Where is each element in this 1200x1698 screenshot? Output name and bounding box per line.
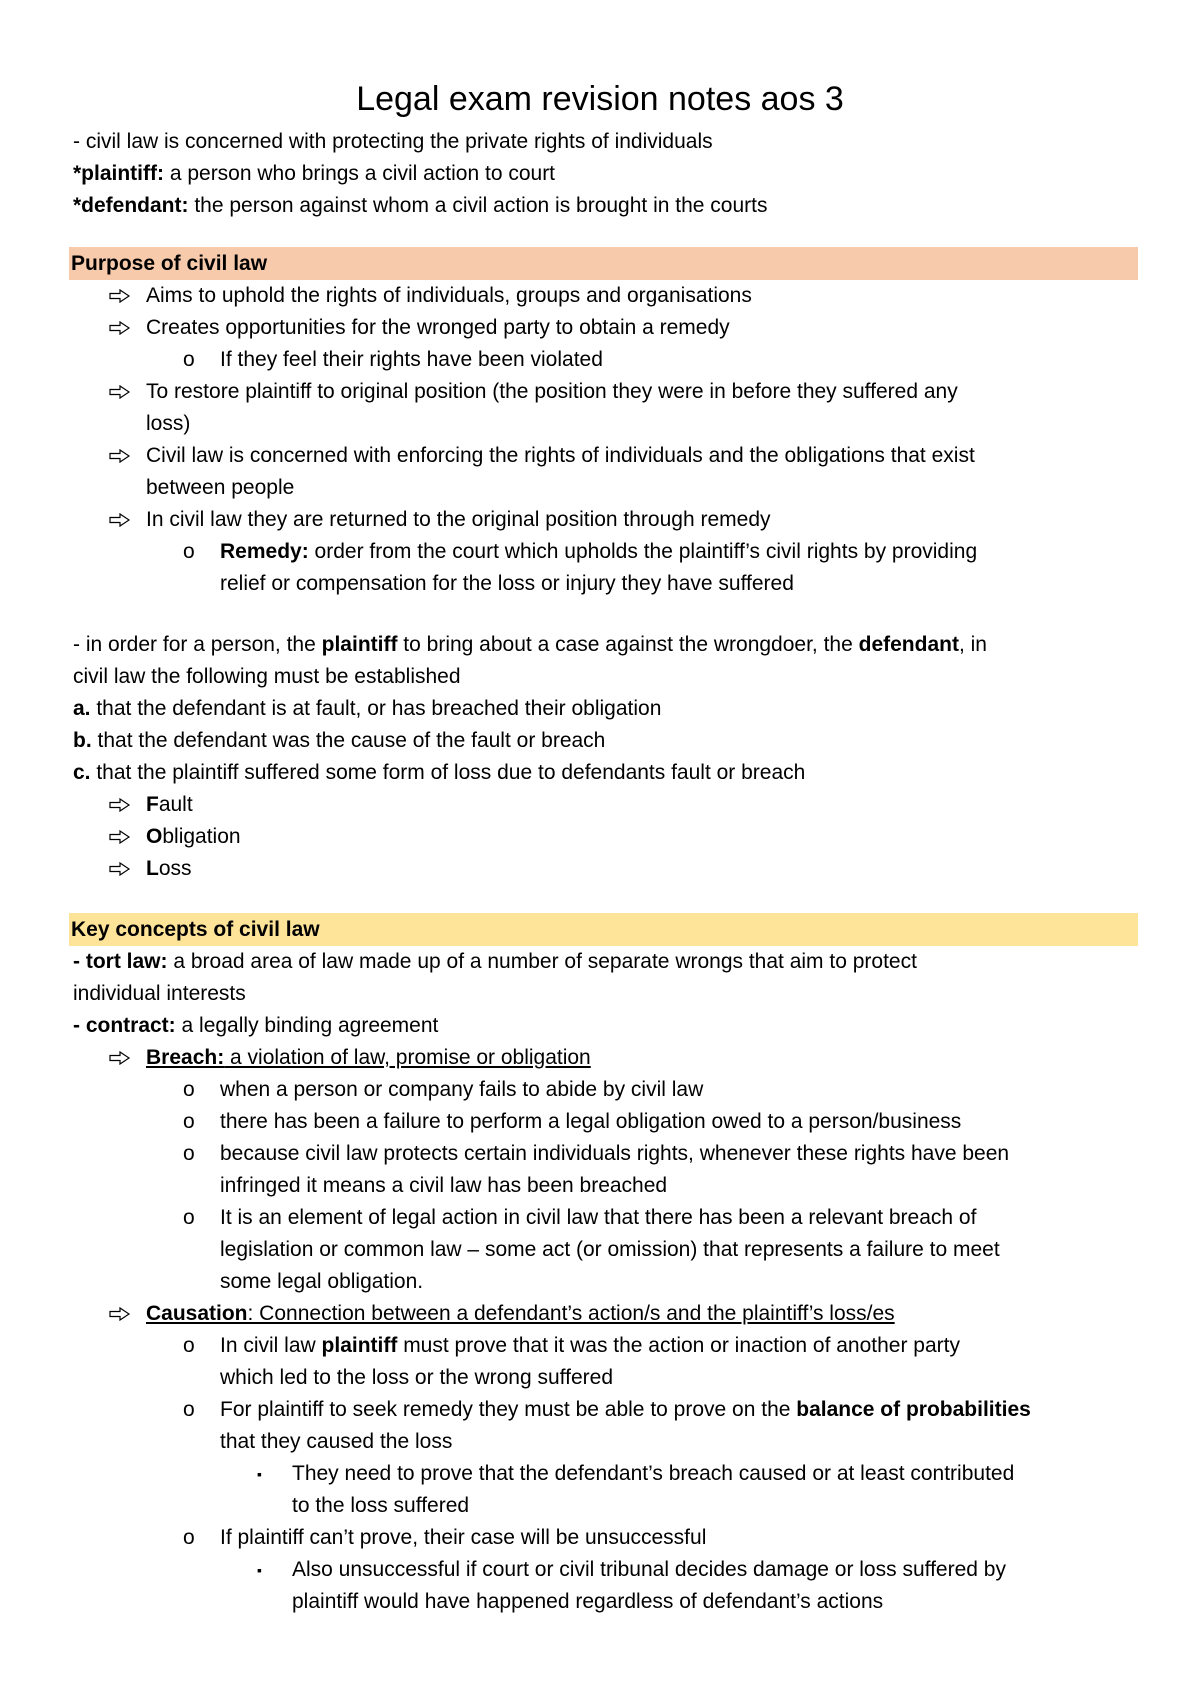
element-label: c. bbox=[73, 761, 91, 784]
breach-point-4-cont: legislation or common law – some act (or omission) that represents a failure to meet bbox=[220, 1238, 1000, 1261]
plaintiff-def: a person who brings a civil action to court bbox=[163, 162, 556, 185]
document-body bbox=[73, 126, 1138, 1618]
initial: O bbox=[146, 825, 163, 848]
text: If plaintiff can’t prove, their case will be unsuccessful bbox=[220, 1526, 707, 1549]
tort-def: a broad area of law made up of a number of separate wrongs that aim to protect bbox=[167, 950, 917, 973]
element-a bbox=[73, 693, 1138, 725]
page-title: Legal exam revision notes aos 3 bbox=[356, 80, 844, 118]
word-rest: ault bbox=[158, 793, 193, 816]
breach-point-3-cont: infringed it means a civil law has been breached bbox=[220, 1174, 668, 1197]
purpose-bullet-text: Civil law is concerned with enforcing the rights of individuals and the obligations that exist bbox=[146, 444, 975, 467]
causation-sub-point-1-cont: to the loss suffered bbox=[292, 1494, 470, 1517]
causation-bullet bbox=[73, 1298, 1138, 1330]
element-label: b. bbox=[73, 729, 92, 752]
sub-bullet-marker: o bbox=[183, 1526, 195, 1549]
arrow-right-icon bbox=[109, 821, 131, 853]
tort-definition bbox=[73, 946, 1138, 978]
arrow-right-icon bbox=[109, 312, 131, 344]
arrow-right-icon bbox=[109, 1042, 131, 1074]
breach-point-1 bbox=[73, 1074, 1138, 1106]
element-text: that the plaintiff suffered some form of loss due to defendants fault or breach bbox=[90, 761, 806, 784]
sub-bullet-marker: o bbox=[183, 1334, 195, 1357]
arrow-right-icon bbox=[109, 376, 131, 408]
causation-sub-point-2-cont: plaintiff would have happened regardless of defendant’s actions bbox=[292, 1590, 884, 1613]
balance-of-probabilities: balance of probabilities bbox=[796, 1398, 1031, 1421]
purpose-bullet-3 bbox=[73, 376, 1138, 408]
text: - in order for a person, the bbox=[73, 633, 322, 656]
text: , in bbox=[958, 633, 987, 656]
text: They need to prove that the defendant’s breach caused or at least contributed bbox=[292, 1462, 1015, 1485]
causation-sub-point-1 bbox=[73, 1458, 1138, 1490]
text: For plaintiff to seek remedy they must be able to prove on the bbox=[220, 1398, 797, 1421]
contract-definition bbox=[73, 1010, 1138, 1042]
purpose-bullet-3-cont: loss) bbox=[146, 412, 191, 435]
causation-point-1-cont: which led to the loss or the wrong suffered bbox=[220, 1366, 614, 1389]
breach-point-4-cont2: some legal obligation. bbox=[220, 1270, 424, 1293]
element-text: that the defendant was the cause of the fault or breach bbox=[91, 729, 606, 752]
purpose-bullet-1 bbox=[73, 280, 1138, 312]
arrow-right-icon bbox=[109, 440, 131, 472]
text: to bring about a case against the wrongdoer, the bbox=[397, 633, 859, 656]
breach-point-2 bbox=[73, 1106, 1138, 1138]
plaintiff-bold: plaintiff bbox=[321, 633, 398, 656]
causation-point-2 bbox=[73, 1394, 1138, 1426]
breach-def: a violation of law, promise or obligation bbox=[224, 1046, 591, 1069]
breach-text: when a person or company fails to abide by civil law bbox=[220, 1078, 704, 1101]
word-rest: bligation bbox=[162, 825, 241, 848]
square-bullet-marker: ▪ bbox=[257, 1562, 262, 1578]
breach-text: It is an element of legal action in civil law that there has been a relevant breach of bbox=[220, 1206, 977, 1229]
purpose-bullet-2 bbox=[73, 312, 1138, 344]
arrow-right-icon bbox=[109, 504, 131, 536]
causation-def: : Connection between a defendant’s action/s and the plaintiff’s loss/es bbox=[247, 1302, 895, 1325]
sub-bullet-marker: o bbox=[183, 1206, 195, 1229]
arrow-right-icon bbox=[109, 280, 131, 312]
arrow-right-icon bbox=[109, 789, 131, 821]
contract-term: - contract: bbox=[73, 1014, 176, 1037]
plaintiff-term: *plaintiff: bbox=[73, 162, 164, 185]
key-concepts-heading: Key concepts of civil law bbox=[69, 913, 1138, 946]
purpose-bullet-4-cont: between people bbox=[146, 476, 295, 499]
breach-text: there has been a failure to perform a legal obligation owed to a person/business bbox=[220, 1110, 962, 1133]
breach-point-3 bbox=[73, 1138, 1138, 1170]
remedy-definition-cont: relief or compensation for the loss or injury they have suffered bbox=[220, 572, 794, 595]
purpose-bullet-text: Aims to uphold the rights of individuals, groups and organisations bbox=[146, 284, 752, 307]
sub-bullet-marker: o bbox=[183, 1110, 195, 1133]
plaintiff-bold: plaintiff bbox=[321, 1334, 398, 1357]
text: Also unsuccessful if court or civil tribunal decides damage or loss suffered by bbox=[292, 1558, 1006, 1581]
word-rest: oss bbox=[158, 857, 192, 880]
element-c bbox=[73, 757, 1138, 789]
sub-bullet-marker: o bbox=[183, 1078, 195, 1101]
breach-term: Breach: bbox=[146, 1046, 225, 1069]
defendant-def: the person against whom a civil action is brought in the courts bbox=[188, 194, 768, 217]
initial: L bbox=[146, 857, 159, 880]
sub-bullet-marker: o bbox=[183, 1398, 195, 1421]
sub-bullet-marker: o bbox=[183, 1142, 195, 1165]
defendant-term: *defendant: bbox=[73, 194, 189, 217]
fol-obligation bbox=[73, 821, 1138, 853]
remedy-term: Remedy: bbox=[220, 540, 309, 563]
tort-term: - tort law: bbox=[73, 950, 168, 973]
fol-loss bbox=[73, 853, 1138, 885]
purpose-bullet-4 bbox=[73, 440, 1138, 472]
contract-def: a legally binding agreement bbox=[175, 1014, 439, 1037]
purpose-bullet-text: Creates opportunities for the wronged party to obtain a remedy bbox=[146, 316, 730, 339]
text: must prove that it was the action or inaction of another party bbox=[397, 1334, 960, 1357]
arrow-right-icon bbox=[109, 853, 131, 885]
purpose-sub-bullet bbox=[73, 344, 1138, 376]
purpose-bullet-text: To restore plaintiff to original position (the position they were in before they suffered any bbox=[146, 380, 958, 403]
causation-term: Causation bbox=[146, 1302, 248, 1325]
tort-definition-cont: individual interests bbox=[73, 982, 246, 1005]
initial: F bbox=[146, 793, 159, 816]
remedy-definition bbox=[73, 536, 1138, 568]
causation-point-1 bbox=[73, 1330, 1138, 1362]
square-bullet-marker: ▪ bbox=[257, 1466, 262, 1482]
causation-sub-point-2 bbox=[73, 1554, 1138, 1586]
element-label: a. bbox=[73, 697, 91, 720]
text: In civil law bbox=[220, 1334, 322, 1357]
sub-bullet-marker: o bbox=[183, 540, 195, 563]
breach-bullet bbox=[73, 1042, 1138, 1074]
breach-point-4 bbox=[73, 1202, 1138, 1234]
defendant-definition bbox=[73, 190, 1138, 222]
elements-intro-cont: civil law the following must be established bbox=[73, 665, 461, 688]
breach-text: because civil law protects certain individuals rights, whenever these rights have been bbox=[220, 1142, 1010, 1165]
purpose-sub-text: If they feel their rights have been violated bbox=[220, 348, 603, 371]
causation-point-3 bbox=[73, 1522, 1138, 1554]
element-text: that the defendant is at fault, or has breached their obligation bbox=[90, 697, 662, 720]
intro-line: - civil law is concerned with protecting the private rights of individuals bbox=[73, 130, 713, 153]
element-b bbox=[73, 725, 1138, 757]
plaintiff-definition bbox=[73, 158, 1138, 190]
defendant-bold: defendant bbox=[858, 633, 959, 656]
arrow-right-icon bbox=[109, 1298, 131, 1330]
sub-bullet-marker: o bbox=[183, 348, 195, 371]
elements-intro bbox=[73, 629, 1138, 661]
purpose-bullet-text: In civil law they are returned to the original position through remedy bbox=[146, 508, 771, 531]
purpose-bullet-5 bbox=[73, 504, 1138, 536]
fol-fault bbox=[73, 789, 1138, 821]
causation-point-2-cont: that they caused the loss bbox=[220, 1430, 453, 1453]
purpose-heading: Purpose of civil law bbox=[69, 247, 1138, 280]
remedy-def: order from the court which upholds the plaintiff’s civil rights by providing bbox=[308, 540, 978, 563]
